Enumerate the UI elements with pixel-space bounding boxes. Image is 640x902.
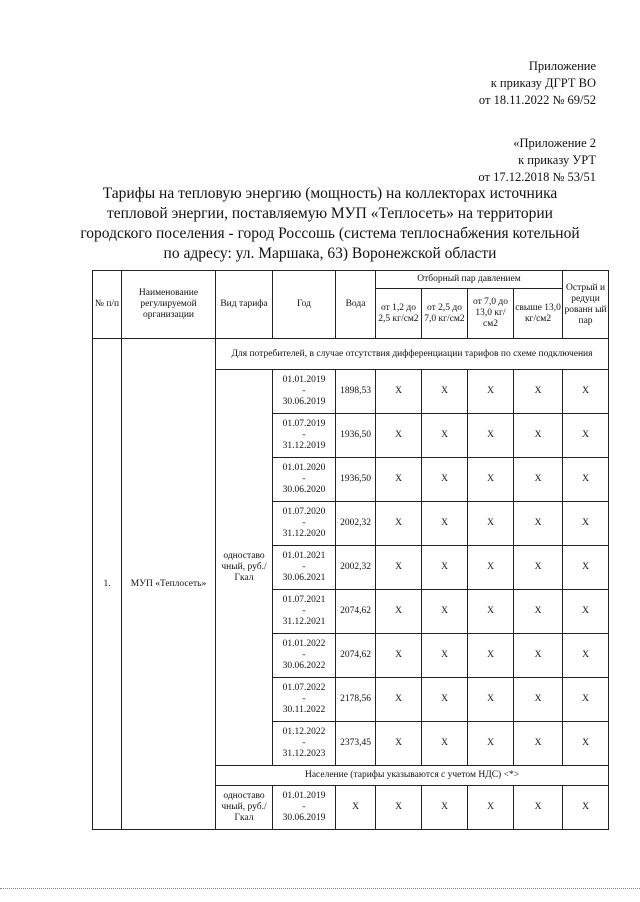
period-cell — [273, 546, 336, 590]
period-from: 01.01.2022 — [282, 639, 326, 649]
period-to: 30.06.2022 — [282, 661, 326, 671]
water-tariff: 1898,53 — [336, 370, 376, 414]
period-to: 31.12.2023 — [282, 749, 326, 759]
header-steam-3: от 7,0 до 13,0 кг/см2 — [468, 289, 514, 339]
water-tariff: 2002,32 — [336, 502, 376, 546]
period-to: 31.12.2019 — [282, 441, 326, 451]
steam-tariff-cell: X — [376, 678, 422, 722]
period-to: 30.06.2021 — [282, 573, 326, 583]
steam-tariff-cell: X — [376, 786, 422, 830]
steam-tariff-cell: X — [563, 370, 609, 414]
period-sep: - — [302, 802, 306, 812]
row-number: 1. — [93, 339, 122, 830]
header-tariff-kind: Вид тарифа — [216, 271, 273, 339]
steam-tariff-cell: X — [468, 370, 514, 414]
steam-tariff-cell: X — [563, 590, 609, 634]
period-sep: - — [302, 518, 306, 528]
steam-tariff-cell: X — [514, 370, 563, 414]
steam-tariff-cell: X — [514, 502, 563, 546]
period-sep: - — [302, 386, 306, 396]
steam-tariff-cell: X — [563, 458, 609, 502]
water-tariff: X — [336, 786, 376, 830]
steam-tariff-cell: X — [468, 678, 514, 722]
steam-tariff-cell: X — [468, 502, 514, 546]
document-title — [80, 184, 580, 264]
steam-tariff-cell: X — [514, 786, 563, 830]
steam-tariff-cell: X — [468, 546, 514, 590]
period-sep: - — [302, 738, 306, 748]
steam-tariff-cell: X — [376, 722, 422, 766]
steam-tariff-cell: X — [563, 722, 609, 766]
header-num: № п/п — [93, 271, 122, 339]
section-population: Население (тарифы указываются с учетом НДС) <*> — [216, 766, 609, 786]
steam-tariff-cell: X — [514, 678, 563, 722]
steam-tariff-cell: X — [514, 590, 563, 634]
period-from: 01.07.2022 — [282, 683, 326, 693]
appendix-order-ref: к приказу ДГРТ ВО — [490, 76, 596, 90]
water-tariff: 2074,62 — [336, 590, 376, 634]
period-to: 31.12.2021 — [282, 617, 326, 627]
period-sep: - — [302, 694, 306, 704]
period-cell — [273, 634, 336, 678]
period-cell — [273, 722, 336, 766]
steam-tariff-cell: X — [468, 634, 514, 678]
steam-tariff-cell: X — [422, 458, 468, 502]
tariff-table — [92, 270, 609, 830]
period-sep: - — [302, 430, 306, 440]
steam-tariff-cell: X — [468, 414, 514, 458]
period-from: 01.01.2019 — [282, 375, 326, 385]
steam-tariff-cell: X — [376, 414, 422, 458]
steam-tariff-cell: X — [422, 502, 468, 546]
period-from: 01.01.2019 — [282, 791, 326, 801]
header-steam-1: от 1,2 до 2,5 кг/см2 — [376, 289, 422, 339]
header-water: Вода — [336, 271, 376, 339]
water-tariff: 2074,62 — [336, 634, 376, 678]
header-steam-4: свыше 13,0 кг/см2 — [514, 289, 563, 339]
steam-tariff-cell: X — [514, 414, 563, 458]
period-cell — [273, 590, 336, 634]
period-sep: - — [302, 474, 306, 484]
steam-tariff-cell: X — [468, 722, 514, 766]
period-from: 01.01.2020 — [282, 463, 326, 473]
water-tariff: 2373,45 — [336, 722, 376, 766]
appendix-header — [478, 58, 596, 186]
steam-tariff-cell: X — [376, 546, 422, 590]
period-sep: - — [302, 606, 306, 616]
steam-tariff-cell: X — [563, 786, 609, 830]
period-to: 30.06.2019 — [282, 397, 326, 407]
steam-tariff-cell: X — [376, 458, 422, 502]
period-from: 01.07.2020 — [282, 507, 326, 517]
period-cell — [273, 370, 336, 414]
header-sharp-steam: Острый и редуци рованн ый пар — [563, 271, 609, 339]
title-line: городского поселения - город Россошь (система теплоснабжения котельной — [80, 225, 580, 242]
steam-tariff-cell: X — [468, 590, 514, 634]
page-bottom-divider — [0, 888, 640, 889]
appendix-order-date: от 18.11.2022 № 69/52 — [478, 93, 596, 107]
period-cell — [273, 678, 336, 722]
steam-tariff-cell: X — [514, 634, 563, 678]
steam-tariff-cell: X — [468, 786, 514, 830]
steam-tariff-cell: X — [376, 634, 422, 678]
water-tariff: 2178,56 — [336, 678, 376, 722]
steam-tariff-cell: X — [563, 502, 609, 546]
period-to: 30.11.2022 — [282, 705, 326, 715]
steam-tariff-cell: X — [422, 414, 468, 458]
steam-tariff-cell: X — [514, 458, 563, 502]
steam-tariff-cell: X — [422, 370, 468, 414]
period-cell — [273, 458, 336, 502]
header-org: Наименование регулируемой организации — [122, 271, 216, 339]
period-from: 01.07.2019 — [282, 419, 326, 429]
original-appendix-label: «Приложение 2 — [513, 136, 596, 150]
steam-tariff-cell: X — [376, 590, 422, 634]
period-from: 01.07.2021 — [282, 595, 326, 605]
period-sep: - — [302, 562, 306, 572]
steam-tariff-cell: X — [563, 546, 609, 590]
steam-tariff-cell: X — [422, 590, 468, 634]
steam-tariff-cell: X — [563, 414, 609, 458]
period-to: 30.06.2020 — [282, 485, 326, 495]
steam-tariff-cell: X — [376, 502, 422, 546]
section-general: Для потребителей, в случае отсутствия дифференциации тарифов по схеме подключения — [216, 339, 609, 370]
header-steam-group: Отборный пар давлением — [376, 271, 563, 289]
period-to: 30.06.2019 — [282, 813, 326, 823]
period-from: 01.01.2021 — [282, 551, 326, 561]
steam-tariff-cell: X — [514, 546, 563, 590]
steam-tariff-cell: X — [514, 722, 563, 766]
steam-tariff-cell: X — [422, 722, 468, 766]
steam-tariff-cell: X — [563, 678, 609, 722]
organization-name: МУП «Теплосеть» — [122, 339, 216, 830]
header-steam-2: от 2,5 до 7,0 кг/см2 — [422, 289, 468, 339]
original-order-ref: к приказу УРТ — [518, 153, 596, 167]
title-line: Тарифы на тепловую энергию (мощность) на коллекторах источника — [102, 185, 558, 202]
steam-tariff-cell: X — [563, 634, 609, 678]
steam-tariff-cell: X — [422, 786, 468, 830]
original-order-date: от 17.12.2018 № 53/51 — [478, 170, 596, 184]
water-tariff: 1936,50 — [336, 414, 376, 458]
tariff-kind: одноставо чный, руб./Гкал — [216, 786, 273, 830]
water-tariff: 1936,50 — [336, 458, 376, 502]
period-from: 01.12.2022 — [282, 727, 326, 737]
tariff-kind: одноставо чный, руб./Гкал — [216, 370, 273, 766]
steam-tariff-cell: X — [422, 634, 468, 678]
steam-tariff-cell: X — [468, 458, 514, 502]
period-to: 31.12.2020 — [282, 529, 326, 539]
title-line: тепловой энергии, поставляемую МУП «Теплосеть» на территории — [107, 205, 553, 222]
period-cell — [273, 502, 336, 546]
steam-tariff-cell: X — [422, 546, 468, 590]
steam-tariff-cell: X — [376, 370, 422, 414]
period-sep: - — [302, 650, 306, 660]
period-cell — [273, 786, 336, 830]
period-cell — [273, 414, 336, 458]
header-year: Год — [273, 271, 336, 339]
water-tariff: 2002,32 — [336, 546, 376, 590]
steam-tariff-cell: X — [422, 678, 468, 722]
appendix-label: Приложение — [528, 59, 596, 73]
title-line: по адресу: ул. Маршака, 63) Воронежской области — [163, 245, 497, 262]
